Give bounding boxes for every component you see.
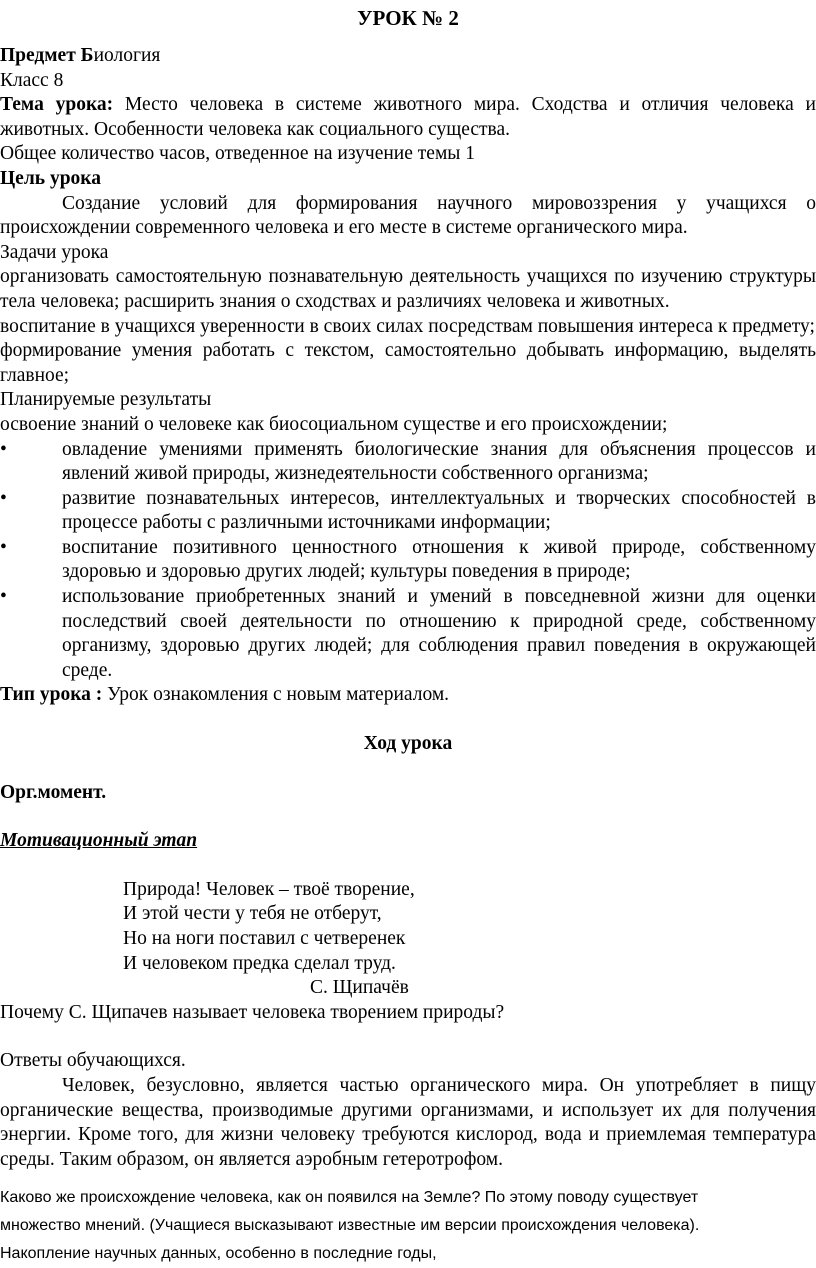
goal-text: Создание условий для формирования научного мировоззрения у учащихся о происхождении современного человека и его месте в системе органического мира.: [0, 192, 816, 239]
org-moment: Орг.момент.: [0, 781, 107, 803]
task-item: организовать самостоятельную познавательную деятельность учащихся по изучению структуры тела человека; расширить знания о сходствах и различиях человека и животных.: [0, 266, 816, 312]
poem-line: Но на ноги поставил с четверенек: [123, 928, 406, 949]
final-line: множество мнений. (Учащиеся высказывают известные им версии происхождения человека).: [0, 1217, 700, 1235]
poem-line: Природа! Человек – твоё творение,: [123, 878, 415, 900]
bullet-text: развитие познавательных интересов, интеллектуальных и творческих способностей в процессе работы с различными источниками информации;: [62, 487, 816, 534]
bullet-text: овладение умениями применять биологические знания для объяснения процессов и явлений живой природы, жизнедеятельности собственного организма;: [62, 438, 816, 485]
result-bullet: [0, 536, 816, 585]
results-intro: освоение знаний о человеке как биосоциальном существе и его происхождении;: [0, 413, 668, 435]
lesson-type-line: [0, 683, 816, 708]
task-item: формирование умения работать с текстом, самостоятельно добывать информацию, выделять главное;: [0, 340, 816, 386]
course-heading: Ход урока: [363, 733, 453, 755]
task-item: воспитание в учащихся уверенности в своих силах посредствам повышения интереса к предмету;: [0, 315, 815, 337]
poem-author: С. Щипачёв: [310, 977, 409, 999]
result-bullet: [0, 438, 816, 487]
subject-label: Предмет Б: [0, 45, 94, 66]
bullet-text: использование приобретенных знаний и умений в повседневной жизни для оценки последствий своей деятельности по отношению к природной среде, собственному организму, здоровью других людей; для соблюдения правил поведения в окружающей среде.: [62, 586, 816, 681]
result-bullet: [0, 585, 816, 683]
subject-line: [0, 44, 816, 69]
final-line: Каково же происхождение человека, как он появился на Земле? По этому поводу существует: [0, 1189, 699, 1207]
class-line: Класс 8: [0, 69, 64, 91]
bullet-mark: •: [0, 536, 7, 558]
answers-label: Ответы обучающихся.: [0, 1050, 186, 1072]
page-title: УРОК № 2: [357, 6, 459, 30]
final-line: Накопление научных данных, особенно в последние годы,: [0, 1245, 437, 1263]
bullet-text: воспитание позитивного ценностного отношения к живой природе, собственному здоровью и здоровью других людей; культуры поведения в природе;: [62, 536, 816, 583]
poem-line: И человеком предка сделал труд.: [123, 952, 396, 974]
lesson-type-label: Тип урока :: [0, 684, 103, 706]
poem-line: И этой чести у тебя не отберут,: [123, 903, 382, 925]
question-line: Почему С. Щипачев называет человека творением природы?: [0, 1001, 505, 1023]
bullet-mark: •: [0, 586, 7, 608]
bullet-mark: •: [0, 438, 7, 460]
subject-value: иология: [93, 45, 161, 66]
topic-label: Тема урока:: [0, 94, 114, 116]
hours-line: Общее количество часов, отведенное на изучение темы 1: [0, 143, 476, 165]
topic-value: Место человека в системе животного мира. Сходства и отличия человека и животных. Особенности человека как социального существа.: [0, 94, 816, 140]
bullet-mark: •: [0, 487, 7, 509]
result-bullet: [0, 487, 816, 536]
goal-label: Цель урока: [0, 167, 101, 189]
motivation-stage: Мотивационный этап: [0, 830, 198, 852]
answer-text: Человек, безусловно, является частью органического мира. Он употребляет в пищу органические вещества, производимые другими организмами, и использует их для получения энергии. Кроме того, для жизни человеку требуются кислород, вода и приемлемая температура среды. Таким образом, он является аэробным гетеротрофом.: [0, 1074, 816, 1170]
tasks-heading: Задачи урока: [0, 241, 109, 263]
results-heading: Планируемые результаты: [0, 389, 212, 411]
topic-line: [0, 93, 816, 142]
lesson-type-value: Урок ознакомления с новым материалом.: [102, 684, 450, 706]
